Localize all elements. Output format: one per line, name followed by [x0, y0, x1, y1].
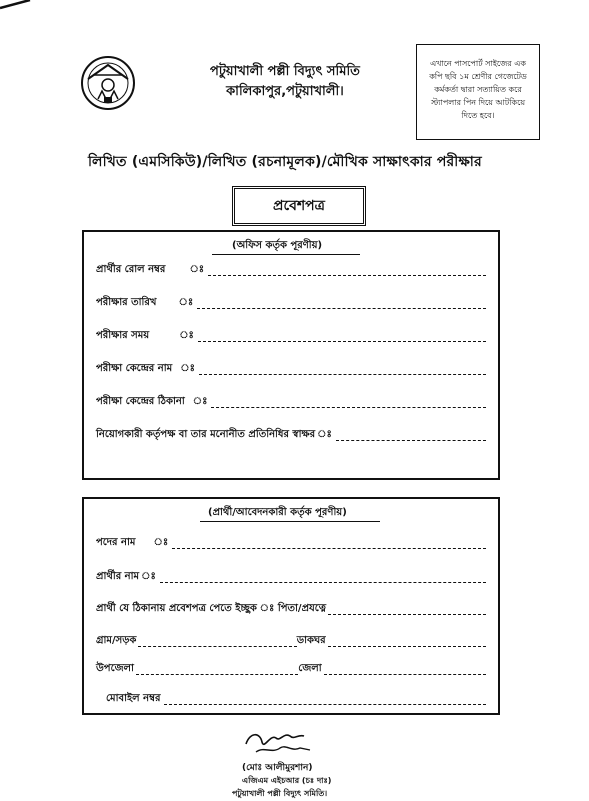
- fill-line[interactable]: [211, 407, 486, 408]
- photo-instructions: এখানে পাসপোর্ট সাইজের এক কপি ছবি ১ম শ্রেণীর গেজেটেড কর্মকর্তা দ্বারা সত্যায়িত করে স্ট্যাপলার পিন দিয়ে আটকিয়ে দিতে হবে।: [429, 59, 527, 120]
- corner-mark: [0, 0, 40, 10]
- field-label: পরীক্ষার সময়: [96, 330, 150, 341]
- organization-logo-icon: [80, 55, 136, 111]
- fill-line[interactable]: [160, 582, 486, 583]
- field-village-post-office: [96, 633, 486, 650]
- field-mailing-address: [96, 601, 486, 618]
- field-label: পরীক্ষার তারিখ: [96, 297, 157, 308]
- handwritten-signature-icon: [240, 724, 320, 758]
- signatory-organization: পটুয়াখালী পল্লী বিদ্যুৎ সমিতি।: [232, 789, 328, 798]
- field-label: পদের নাম: [96, 537, 136, 548]
- field-label: প্রার্থীর নাম: [96, 571, 140, 582]
- organization-name: পটুয়াখালী পল্লী বিদ্যুৎ সমিতি: [210, 64, 360, 79]
- field-exam-center-name: পরীক্ষা কেন্দ্রের নাম ঃ: [96, 361, 486, 378]
- fill-line[interactable]: [208, 275, 486, 276]
- exam-title: লিখিত (এমসিকিউ)/লিখিত (রচনামূলক)/মৌখিক সাক্ষাৎকার পরীক্ষার: [88, 154, 482, 170]
- fill-line[interactable]: [172, 548, 486, 549]
- field-mobile-number: [96, 691, 486, 708]
- field-post-name: পদের নাম ঃ: [96, 535, 486, 552]
- signatory-designation: এজিএম এইচআর (চঃ দাঃ): [242, 776, 332, 785]
- fill-line[interactable]: [324, 674, 486, 675]
- field-exam-time: পরীক্ষার সময় ঃ: [96, 328, 486, 345]
- organization-header: [210, 62, 360, 102]
- applicant-section-heading: (প্রার্থী/আবেদনকারী কর্তৃক পূরণীয়): [208, 507, 347, 518]
- field-label: জেলা: [298, 663, 322, 674]
- organization-address: কালিকাপুর,পটুয়াখালী।: [226, 84, 344, 99]
- fill-line[interactable]: [197, 308, 486, 309]
- field-upazila-district: [96, 661, 486, 678]
- fill-line[interactable]: [328, 614, 486, 615]
- field-roll-number: প্রার্থীর রোল নম্বর ঃ: [96, 262, 486, 279]
- field-exam-center-address: পরীক্ষা কেন্দ্রের ঠিকানা ঃ: [96, 394, 486, 411]
- field-applicant-name: প্রার্থীর নাম ঃ: [96, 569, 486, 586]
- fill-line[interactable]: [198, 341, 486, 342]
- field-label: প্রার্থী যে ঠিকানায় প্রবেশপত্র পেতে ইচ্ছুক ঃ পিতা/প্রযত্নে: [96, 603, 327, 614]
- fill-line[interactable]: [328, 646, 486, 647]
- signature-block: [232, 720, 392, 800]
- heading-underline: [212, 254, 360, 255]
- field-label: উপজেলা: [96, 663, 134, 674]
- field-label: গ্রাম/সড়ক: [96, 635, 137, 646]
- fill-line[interactable]: [164, 704, 486, 705]
- field-label: নিয়োগকারী কর্তৃপক্ষ বা তার মনোনীত প্রতিনিধির স্বাক্ষর: [96, 429, 316, 440]
- photo-box: [416, 44, 540, 140]
- fill-line[interactable]: [136, 674, 298, 675]
- fill-line[interactable]: [199, 374, 486, 375]
- field-label: ডাকঘর: [296, 635, 326, 646]
- applicant-section: [82, 497, 500, 715]
- field-authority-signature: নিয়োগকারী কর্তৃপক্ষ বা তার মনোনীত প্রতিনিধির স্বাক্ষর ঃ: [96, 427, 486, 444]
- signatory-name: (মোঃ আলীমুরশান): [242, 763, 313, 773]
- document-title-box: [232, 186, 366, 226]
- office-section: [82, 230, 500, 480]
- fill-line[interactable]: [138, 646, 296, 647]
- field-exam-date: পরীক্ষার তারিখ ঃ: [96, 295, 486, 312]
- fill-line[interactable]: [336, 440, 486, 441]
- office-section-heading: (অফিস কর্তৃক পূরণীয়): [232, 240, 323, 251]
- field-label: প্রার্থীর রোল নম্বর: [96, 264, 166, 275]
- document-title: প্রবেশপত্র: [273, 198, 325, 214]
- heading-underline: [200, 521, 380, 522]
- field-label: মোবাইল নম্বর: [106, 693, 161, 704]
- field-label: পরীক্ষা কেন্দ্রের নাম: [96, 363, 173, 374]
- field-label: পরীক্ষা কেন্দ্রের ঠিকানা: [96, 396, 185, 407]
